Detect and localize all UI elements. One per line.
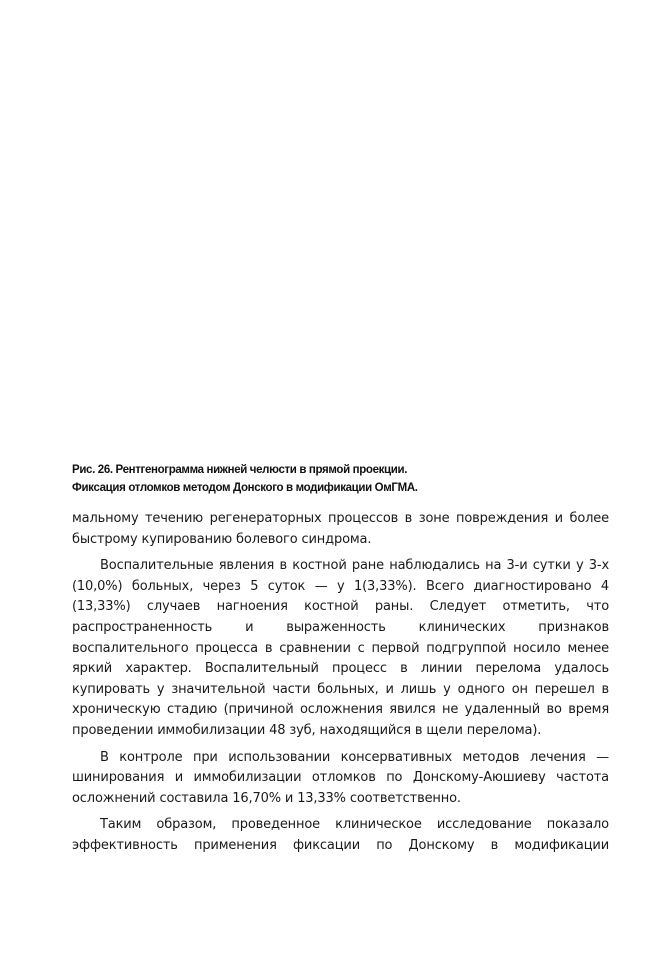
body-text	[72, 509, 609, 863]
figure-caption-line-1: Рис. 26. Рентгенограмма нижней челюсти в прямой проекции.	[72, 464, 408, 476]
figure-caption	[72, 461, 612, 497]
figure-caption-line-2: Фиксация отломков методом Донского в модификации ОмГМА.	[72, 482, 418, 494]
paragraph-conclusion: Таким образом, проведенное клиническое исследование показало эффективность применения фиксации по Донскому в модификации	[72, 817, 609, 853]
paragraph-continuation: мальному течению регенераторных процессов в зоне повреждения и более быстрому купированию болевого синдрома.	[72, 511, 609, 547]
paragraph-control: В контроле при использовании консервативных методов лечения — шинирования и иммобилизации отломков по Донскому-Аюшиеву частота осложнений составила 16,70% и 13,33% соответственно.	[72, 749, 609, 806]
paragraph-inflammation: Воспалительные явления в костной ране наблюдались на 3-и сутки у 3-х (10,0%) больных, через 5 суток — у 1(3,33%). Всего диагностировано 4 (13,33%) случаев нагноения костной раны. Следует отметить, что распространенность и выраженность клинических признаков воспалительного процесса в сравнении с первой подгруппой носило менее яркий характер. Воспалительный процесс в линии перелома удалось купировать у значительной части больных, и лишь у одного он перешел в хроническую стадию (причиной осложнения явился не удаленный во время проведении иммобилизации 48 зуб, находящийся в щели перелома).	[72, 558, 609, 738]
figure-blank-area	[72, 40, 608, 450]
